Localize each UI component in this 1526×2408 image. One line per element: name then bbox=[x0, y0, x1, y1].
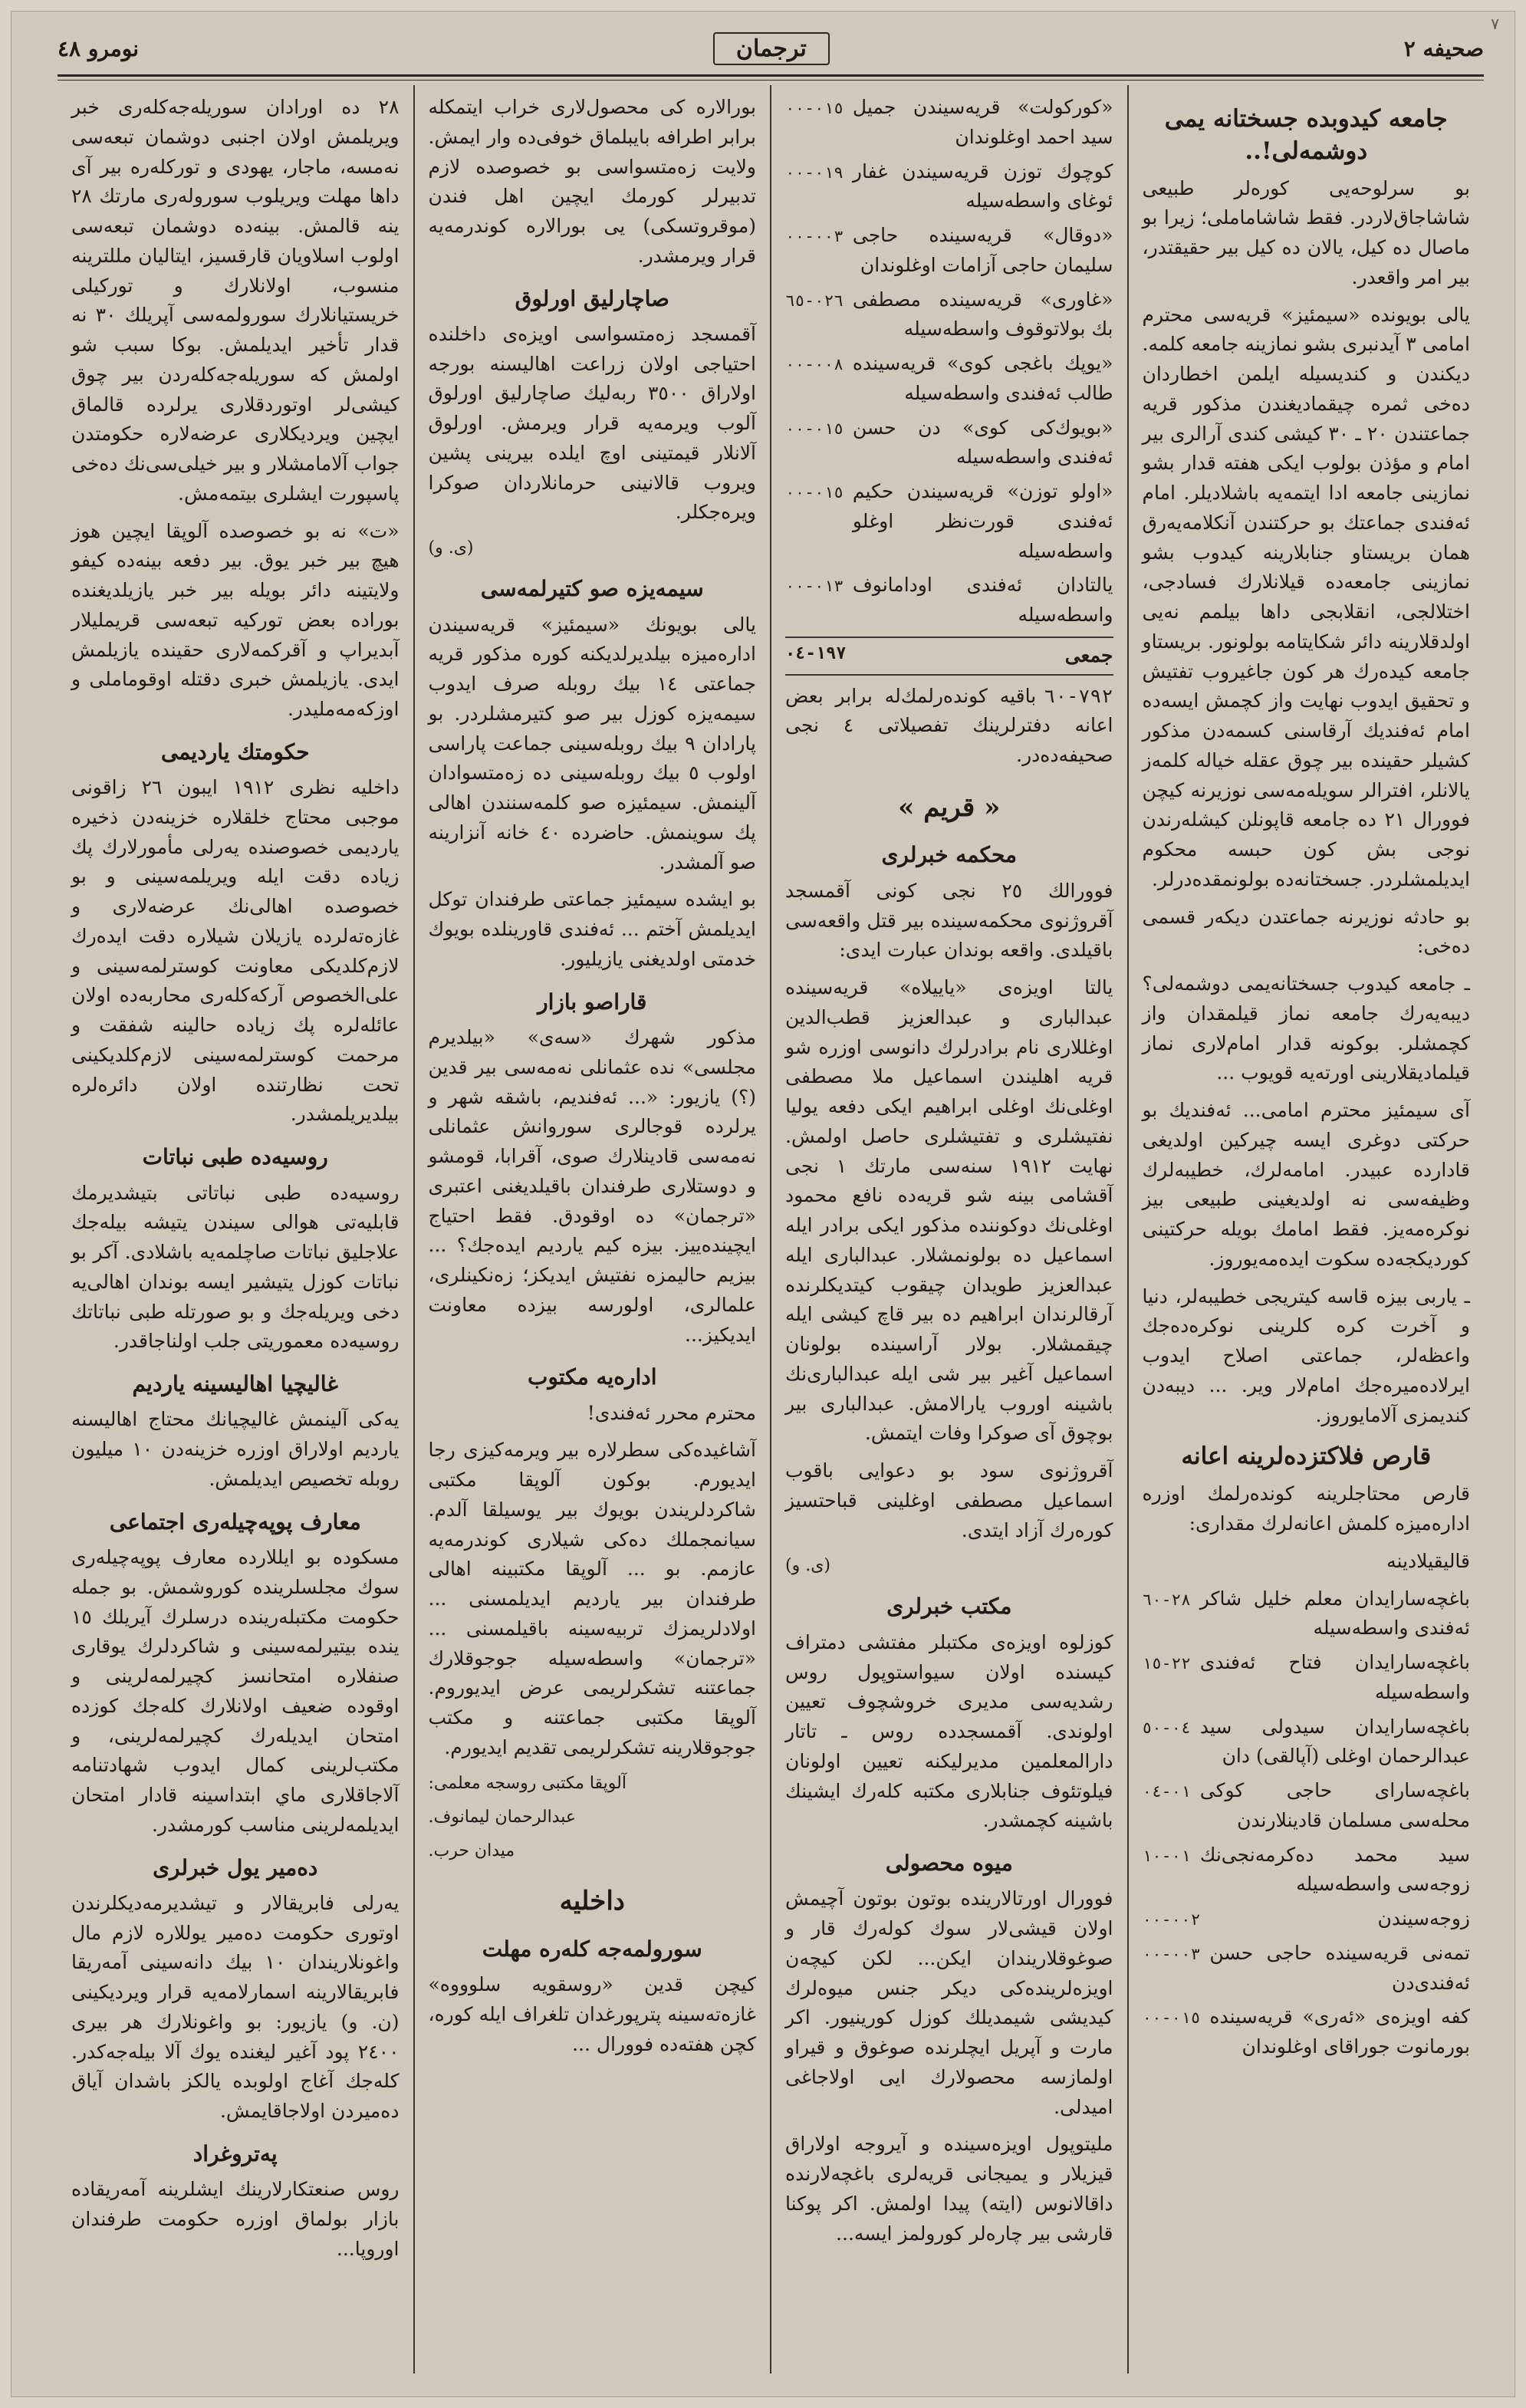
article-paragraph: یالتا اویزه‌ی «یاییلاه» قریه‌سینده عبدالباری و عبدالعزیز قطب‌الدین اوغللاری نام برادرلرك دانوسی اوزره شو قریه اهلیندن اسماعیل ملا مصطفی اوغلی‌نك اوغلی ابراهیم ایکی دفعه یولیا نفتیشلری و تفتیشلری حاصل اولمش. نهایت ١٩١٢ سنه‌سی مارتك ١ نجی آقشامی بینه شو قریه‌ده نافع محمود اوغلی‌نك دوکوننده مذکور ایکی برادر ایله اسماعیل ده بولونمشلار. عبدالباری ایله عبدالعزیز طویدان چیقوب کیتدیکلرنده آرقالرندان ابراهیم ده بیر قاچ کیشی ایله چیقمشلار. بولار آراسینده بولونان اسماعیل آغیر بیر شی ایله عبدالباری‌نك باشینه اوروب یارالامش. عبدالباری بیر بوچوق آی صوکرا وفات ایتمش. bbox=[785, 976, 1113, 1445]
masthead-rule bbox=[58, 74, 1484, 81]
newspaper-page bbox=[11, 11, 1515, 2397]
article-paragraph: آی سیمئیز محترم امامی... ئه‌فندیك بو حرکتی دوغری ایسه چیرکین اولدیغی قادارده عبیدر. امامه‌لرك، خطیبه‌لرك وظیفه‌سی نه اولدیغینی طبیعی بیز نوکرەمه‌یز. فقط امامك بویله حرکتینی کوردیکجه‌ده سکوت ایده‌مه‌یوروز. bbox=[1142, 1099, 1470, 1270]
section-crimea: « قریم » bbox=[898, 791, 1001, 823]
article-paragraph: مسکوده بو ایللاردە معارف پوپه‌چیله‌ری سوك مجلسلرینده کوروشمش. بو جمله حکومت مکتبله‌رینده درسلرك آیریلك ١٥ ینده بیتیرلمه‌سینی و شاکردلرك یوقاری صنفلاره امتحانسز کچیرلمه‌لرینی و اوقوده ضعیف اولانلارك کله‌جك کوزده امتحان ایدیلەرك کچیرلمه‌لرینی، و مکتب‌لرینی کمال ایدوب شهادتنامه آلاجاقلاری ماي ابتداسینه قادار امتحان ایدیلمه‌لرینی مناسب کورمشدر. bbox=[71, 1546, 400, 1836]
relief-intro: قارص محتاجلرینه کوندەرلمك اوزره اداره‌میزه کلمش اعانه‌لرك مقداری: bbox=[1142, 1482, 1470, 1535]
column-2 bbox=[770, 85, 1127, 2373]
column-4 bbox=[58, 85, 413, 2373]
carry-text: باقیه کوندەرلمك‌له برابر بعض اعانه دفترلرينك تفصيلاتی ٤ نجی صحیفه‌ده‌در. bbox=[785, 684, 1113, 766]
letter-salutation: محترم محرر ئه‌فندی! bbox=[587, 1401, 756, 1424]
article-paragraph: بو سرلوحه‌یی کوره‌لر طبیعی شاشاجاق‌لاردر. فقط شاشاماملی؛ زیرا بو ماصال ده کیل، یالان ده کیل بیر حقیقتدر، بیر امر واقعدر. bbox=[1142, 176, 1470, 288]
list-item: کوچوك توزن قریه‌سیندن غفار ئوغای واسطه‌سیله ٠١٩-٠٠ bbox=[785, 160, 1113, 212]
article-paragraph: «ت» نه بو خصوصده آلوپقا ایچین هوز هیچ بیر خبر یوق. بیر دفعه بینه‌ده کیفو ولایتینه دائر بویله بیر خبر یازیلدیغنده بوراده بعض تورکیه تبعه‌سی قریملیلار آبدیراپ و آقرکمه‌لاری حقینده یازیلمش ایدی. یازیلمش خبری دقتله اوقوماملی و اوزکه‌مه‌ملیدر. bbox=[71, 519, 400, 720]
article-paragraph: آشاغیده‌کی سطرلاره بیر ویرمه‌کیزی رجا ایدیورم. بوکون آلوپقا مکتبی شاکردلریندن بویوك بیر یوسیلقا آلدم. سیانمجملك ده‌کی شیلاری کوندرمه‌یه عازمم. بو ... آلوپقا مکتبینه اهالی طرفندان بیر یاردیم ایدیلمسنی ... اولادلریمزك تربیه‌سینه باقیلمسنی ... «ترجمان» واسطه‌سیله جوجوقلارك جماعتنه تشکرلریمی عرض ایدیوروم. آلوپقا مکتبی جماعتنه و مکتب جوجوقلارینه تشکرلریمی تقدیم ایدیورم. bbox=[428, 1439, 756, 1758]
article-paragraph: آقمسجد زه‌متسواسی اویزه‌ی داخلنده احتیاجی اولان زراعت اهالیسنه بورجه اولاراق ٣٥٠٠ ربه‌لیك صاچارلیق اورلوق آلوب ویرمه‌یه قرار ویرمش. اورلوق آلانلار قیمتینی اوچ ایلده بیرینی پشین ویروب قالانینی حرمانلاردان صوکرا ویره‌جکلر. bbox=[428, 322, 756, 524]
article-heading: پەتروغراد bbox=[192, 2140, 278, 2166]
columns bbox=[58, 85, 1484, 2373]
list-item: باغچه‌سارایدان سیدولی سید عبدالرحمان اوغلی (آپالقی) دان ٠٤-٥٠ bbox=[1142, 1715, 1470, 1768]
article-heading: ده‌میر یول خبرلری bbox=[153, 1854, 318, 1880]
article-paragraph: یالی بویونك «سیمئیز» قریه‌سیندن اداره‌میزه بیلدیرلدیکنه کوره مذکور قریه جماعتی ١٤ بیك روبله صرف ایدوب سیمه‌یزه کوزل بیر صو کتیرمشلردر. بو پارادان ٩ بیك روبله‌سینی جماعت پاراسی اولوب ٥ بیك روبله‌سینی ده زه‌متسوادان آلینمش. سیمئیزه صو کلمه‌سنندن اهالی پك سوینمش. حاضرده ٤٠ خانه آنزارینه صو آلمشدر. bbox=[428, 613, 756, 873]
corner-mark: ٧ bbox=[1491, 15, 1499, 33]
signature: عبدالرحمان لیمانوف. bbox=[428, 1807, 576, 1827]
list-item: «یوپك باغجی کوی» قریه‌سینده طالب ئه‌فندی واسطه‌سیله ٠٠٨-٠٠ bbox=[785, 352, 1113, 404]
column-1 bbox=[1127, 85, 1485, 2373]
article-paragraph: کیچن قدین «روسقویه سلوووه» غازه‌ته‌سینه پترپورغدان تلغراف ایله کوره، کچن هفته‌ده فوورال ... bbox=[428, 1973, 756, 2055]
carry-note bbox=[785, 682, 1113, 771]
article-heading: معارف پوپه‌چیله‌ری اجتماعی bbox=[109, 1508, 361, 1535]
article-heading: حکومتك یاردیمی bbox=[160, 739, 310, 765]
signature: (ی. و) bbox=[785, 1556, 830, 1576]
article-paragraph: بورالاره کی محصول‌لاری خراب ایتمکله برابر اطرافه بایبلماق خوفی‌ده وار ایمش. ولایت زه‌متسواسی بو خصوصده لازم تدبیرلر کورمك ایچین اهل فندن (موقروتسکی) یی بورالاره کوندرمه‌یه قرار ویرمشدر. bbox=[428, 96, 756, 267]
article-paragraph: فوورالك ٢٥ نجی کونی آقمسجد آقروژنوی محکمه‌سینده بیر قتل واقعه‌سی باقیلدی. واقعه بوندان عبارت ایدی: bbox=[785, 879, 1113, 962]
list-item: زوجه‌سیندن ٠٠٢-٠٠ bbox=[1142, 1907, 1470, 1930]
page-number: صحیفه ۲ bbox=[1403, 35, 1484, 61]
article-heading: سیمه‌یزه صو کتیرلمه‌سی bbox=[480, 576, 704, 602]
article-heading: اداره‌یه مکتوب bbox=[527, 1364, 657, 1390]
list-item: کفه اویزه‌ی «ئه‌ری» قریه‌سینده بورمانوت جوراقای اوغلوندان ٠١٥-٠٠ bbox=[1142, 2005, 1470, 2058]
article-heading: روسیه‌ده طبی نباتات bbox=[142, 1144, 328, 1170]
signature: میدان حرب. bbox=[428, 1841, 515, 1860]
list-item: یالتادان ئه‌فندی اودامانوف واسطه‌سیله ٠١٣-٠٠ bbox=[785, 574, 1113, 626]
article-paragraph: بو حادثه نوزیرنه جماعتدن دیکەر قسمی ده‌خی: bbox=[1142, 905, 1470, 958]
article-paragraph: فوورال اورتالارینده بوتون بوتون آچیمش اولان قیشی‌لار سوك کوله‌رك قار و صوغوقلاریندان ایکن... لکن کیچەن اویزه‌لرینده‌کی دیکر جنس میوه‌لرك کیدیشی شیمدیلك کوزل کورینیور. اکر مارت و آپریل ایچلرنده صوغوق و قیراو اولمازسه محصولارك ایی اولاجاغی امیدلی. bbox=[785, 1887, 1113, 2118]
relief-subtitle: قالیقیلادینه bbox=[1386, 1549, 1470, 1572]
article-heading: سورولمه‌جه کله‌رە مهلت bbox=[482, 1936, 702, 1962]
issue-number: نومرو ٤٨ bbox=[58, 35, 140, 61]
list-item: باغچه‌سارای حاجی کوکی محله‌سی مسلمان قادینلارندن ٠١-٠٤ bbox=[1142, 1779, 1470, 1831]
list-item: باغچه‌سارایدان فتاح ئه‌فندی واسطه‌سیله ٢٢-١٥ bbox=[1142, 1651, 1470, 1703]
list-item: سید محمد ده‌کرمه‌نجی‌نك زوجه‌سی واسطه‌سیله ٠١-١٠ bbox=[1142, 1843, 1470, 1896]
article-title: جامعه کیدوبده جسختانه یمی دوشمەلی!.. bbox=[1164, 105, 1448, 165]
list-item: «غاوری» قریه‌سینده مصطفی بك بولاتوقوف واسطه‌سیله ٠٢٦-٦٥ bbox=[785, 288, 1113, 340]
relief-list-continued bbox=[785, 93, 1113, 630]
article-paragraph: ٢٨ ده اورادان سوریله‌جه‌کله‌ری خبر ویریلمش اولان اجنبی دوشمان تبعه‌سی نەمسه، ماجار، یهودی و تورکله‌ره بیر آی داها مهلت ویریلوب سوروله‌ری مارتك ٢٨ ینه قالمش. بینه‌ده دوشمان تبعه‌سی اولوب اسلاویان قارقسیز، ایتالیان مللترینه منسوب، اولانلارك و تورکیلی خریستیانلارك سورولمه‌سی آپریلك ٣٠ نه قدار تأخیر ایدیلمش. بوکا سبب شو اولمش که سوریله‌جه‌کله‌ردن بیر چوق کیشی‌لر اوتوردقلاری یرلرده قالماق ایچین ویردیکلاری عرضه‌لاره حکومتدن جواب آلامامشلار و بیر خیلی‌سی‌نك ده‌خی پاسپورت ایشلری بیتمه‌مش. bbox=[71, 96, 400, 505]
article-paragraph: ـ جامعه کیدوب جسختانه‌یمی دوشمه‌لی؟ دیبه‌یەرك جامعه نماز قیلمقدان واز کچمشلر. بوکونه قدار امام‌لاری نماز قیلمادیقلارینی اورته‌یە قویوب ... bbox=[1142, 972, 1470, 1084]
signature: (ی. و) bbox=[428, 538, 474, 558]
paper-title: ترجمان bbox=[713, 32, 830, 65]
article-paragraph: ـ یاربی بیزه قاسه کیتریجی خطیبه‌لر، دنیا و آخرت کره کلرینی نوکرەده‌جك واعظه‌لر، جماعتی اصلاح ایدوب ایرلادەمیرە‌جك امام‌لار ویر. ... دیبه‌دن کندیمزی آلامایوروز. bbox=[1142, 1285, 1470, 1426]
court-title: محکمه خبرلری bbox=[881, 842, 1018, 868]
article-paragraph: آقروژنوی سود بو دعوایی باقوب اسماعیل مصطفی اوغلینی قباحتسیز کورەرك آزاد ایتدی. bbox=[785, 1459, 1113, 1541]
article-paragraph: داخلیه نظری ١٩١٢ ایبون ٢٦ زاقونی موجبی محتاج خلقلاره خزینه‌دن ذخیره یاردیمی خصوصنده یه‌رلی مأمورلارك پك زیاده دقت ایله ویریلمه‌سینی و بو خصوصده اهالی‌نك عرضه‌لاری و غازه‌ته‌لرده یازیلان شیلاره دقت ایدەرك لازم‌کلدیکی معاونت کوسترلمه‌سینی و علی‌الخصوص آرکه‌کله‌ری محاربه‌ده اولان عائله‌لره پك زیاده حالینه شفقت و مرحمت کوسترلمه‌سینی لازم‌کلدیکینی تحت نظارتنده اولان دائره‌لره بیلدیریلمشدر. bbox=[71, 776, 400, 1126]
fruit-title: میوه محصولی bbox=[885, 1850, 1013, 1877]
list-item: «دوقال» قریه‌سینده حاجی سلیمان حاجی آزامات اوغلوندان ٠٠٣-٠٠ bbox=[785, 224, 1113, 276]
article-paragraph: بو ایشده سیمئیز جماعتی طرفندان توکل ایدیلمش آختم ... ئه‌فندی قاورینلده بویوك خدمتی اولدیغنی یازیلیور. bbox=[428, 888, 756, 970]
list-item: «بویوك‌کی کوی» دن حسن ئه‌فندی واسطه‌سیله ٠١٥-٠٠ bbox=[785, 416, 1113, 469]
article-heading: صاچارلیق اورلوق bbox=[515, 285, 669, 311]
carry-amount: ٧٩٢-٦٠ bbox=[1044, 684, 1113, 707]
article-paragraph: روس صنعتکارلارینك ایشلرینه آمه‌ریقاده بازار بولماق اوزره حکومت طرفندان اوروپا... bbox=[71, 2178, 400, 2260]
article-paragraph: یه‌کی آلینمش غالیچیانك محتاج اهالیسنه یاردیم اولاراق اوزره خزینه‌دن ١٠ میلیون روبله تخصیص ایدیلمش. bbox=[71, 1408, 400, 1490]
list-item: «اولو توزن» قریه‌سیندن حکیم ئه‌فندی قورت‌نظر اوغلو واسطه‌سیله ٠١٥-٠٠ bbox=[785, 480, 1113, 562]
article-paragraph: یالی بویونده «سیمئیز» قریه‌سی محترم امامی ۳ آیدنبری بشو نمازینه جامعه کلمه. دیکندن و کندیسیله ایلمن اخطاردان دەخی ثمره چیقمادیغندن مذکور قریه جماعتندن ۲۰ ـ ۳۰ کیشی کندی آرالری بیر امام و مؤذن بولوب ایکی هفته قدار بشو نمازینی جامعه ادا ایتمه‌یه باشلادیلر. امام ئه‌فندی جماعتك بو حرکتندن آنکلامه‌یه‌رق همان بریستاو جنابلارینه کیدوب بشو نمازینی جامعه‌ده قیلانلارك فسادجی، اختلالجی، انقلابجی داها بیلمم نه‌یی اولدقلارینه دائر شکایتامه بولونور. بریستاو جامعه کیدەرك هر کون جاغیروب تفتیش و تحقیق ایدوب نهایت واز کچمش ایسه‌ده امام ئه‌فندیك آرقاسنی کسمه‌دن مذکور کشیلر حقینده بیر چوق عقله خیاله کلمه‌ز یالانلر، افترالر سویله‌مه‌سی نوزیرنه کیچن فوورال ۲۱ ده جامعه قاپونلن کیشله‌رندن نوجی بش کون حبسه محکوم ایدیلمشلردر. جسختانه‌ده بولونمقدەدرلر. bbox=[1142, 303, 1471, 890]
total-label: جمعی bbox=[1064, 643, 1113, 666]
article-paragraph: روسیه‌ده طبی نباتاتی بتیشدیرمك قابلیه‌تی هوالی سیندن یتیشه بیلەجك علاجلیق نباتات صاچلمه‌یه باشلادی. آکر بو نباتات کوزل یتیشیر ایسه بوندان اهالی‌یه دخی ویریلەجك و بو صورتله طبی نباتاتك روسیه‌ده معموریتی جلب اولناجاقدر. bbox=[71, 1181, 400, 1353]
list-item: تمه‌نی قریه‌سینده حاجی حسن ئه‌فندی‌دن ٠٠٣-٠٠ bbox=[1142, 1941, 1470, 1994]
article-heading: قاراصو بازار bbox=[538, 989, 647, 1015]
total-amount: ١٩٧-٠٤ bbox=[785, 643, 847, 663]
relief-total bbox=[785, 637, 1113, 676]
signature: آلوپقا مکتبی روسجه معلمی: bbox=[428, 1773, 627, 1793]
list-item: «کورکولت» قریه‌سیندن جمیل سید احمد اوغلوندان ٠١٥-٠٠ bbox=[785, 96, 1113, 148]
relief-title: قارص فلاکتزده‌لرینه اعانه bbox=[1181, 1442, 1432, 1471]
article-paragraph: یه‌رلی فابریقالار و تیشدیرمه‌دیکلرندن اوتوری حکومت ده‌میر یوللاره لازم مال واغونلاریندان ١٠ بیك دانه‌سینی آمه‌ریقا فابریقالارینه اسمارلامه‌یه قرار ویردیکینی (ن. و) یازیور: بو واغونلارك هر بیری ٢٤٠٠ پود آغیر لیغنده یوك آلا بیله‌جه‌کدر. کله‌جك آغاج اولوبده یالکز باشدان آیاق ده‌میردن اولاجاقایمش. bbox=[71, 1891, 400, 2123]
article-heading: غالیچیا اهالیسینه یاردیم bbox=[132, 1371, 338, 1397]
article-paragraph: کوزلوه اویزه‌ی مکتبلر مفتشی دمتراف کیسنده اولان سیواستوپول روس رشدیه‌سی مدیری خروشچوف تعیین اولوندی. آقمسجد‌ده روس ـ تاتار دارالمعلمین مدیرلیکنه تعیین اولونان فیلوتئوف جنابلاری مکتبه کله‌رك ایشینك باشینه کچمشدر. bbox=[785, 1630, 1113, 1832]
relief-list bbox=[1143, 1584, 1471, 2062]
school-title: مکتب خبرلری bbox=[886, 1594, 1012, 1620]
column-3 bbox=[413, 85, 771, 2373]
article-paragraph: ملیتوپول اویزه‌سینده و آیروجه اولاراق قیزیلار و یمیجانی قریه‌لری باغچه‌لارنده داقالانوس (ایته) پیدا اولمش. اکر پوکنا قارشی بیر چاره‌لر کورولمز ایسه... bbox=[785, 2133, 1113, 2245]
list-item: باغچه‌سارایدان معلم خلیل شاکر ئه‌فندی واسطه‌سیله ٢٨-٦٠ bbox=[1142, 1587, 1470, 1640]
article-paragraph: مذکور شهرك «سه‌ی» «بیلدیرم مجلسی» نده عثمانلی نه‌مه‌سی بیر قدین (؟) یازیور: «... ئه‌فندیم، باشقه شهر و یرلرده قوجالری سوروانش عثمانلی نه‌مه‌سی قادینلارك صوی، آقرابا، قومشو و دوستلاری طرفندان باقیلدیغنی اعتبری «ترجمان» ده اوقودق. فقط احتیاج ایچینده‌ییز. بیزه کیم یاردیم ایدەجك؟ ... بیزیم حالیمزه نفتیش ایدیکز؛ زه‌نکینلری، علمالری، اولورسه بیزده معاونت ایدیکیز... bbox=[428, 1026, 756, 1346]
masthead bbox=[58, 25, 1484, 71]
section-domestic: داخلیه bbox=[559, 1885, 625, 1916]
